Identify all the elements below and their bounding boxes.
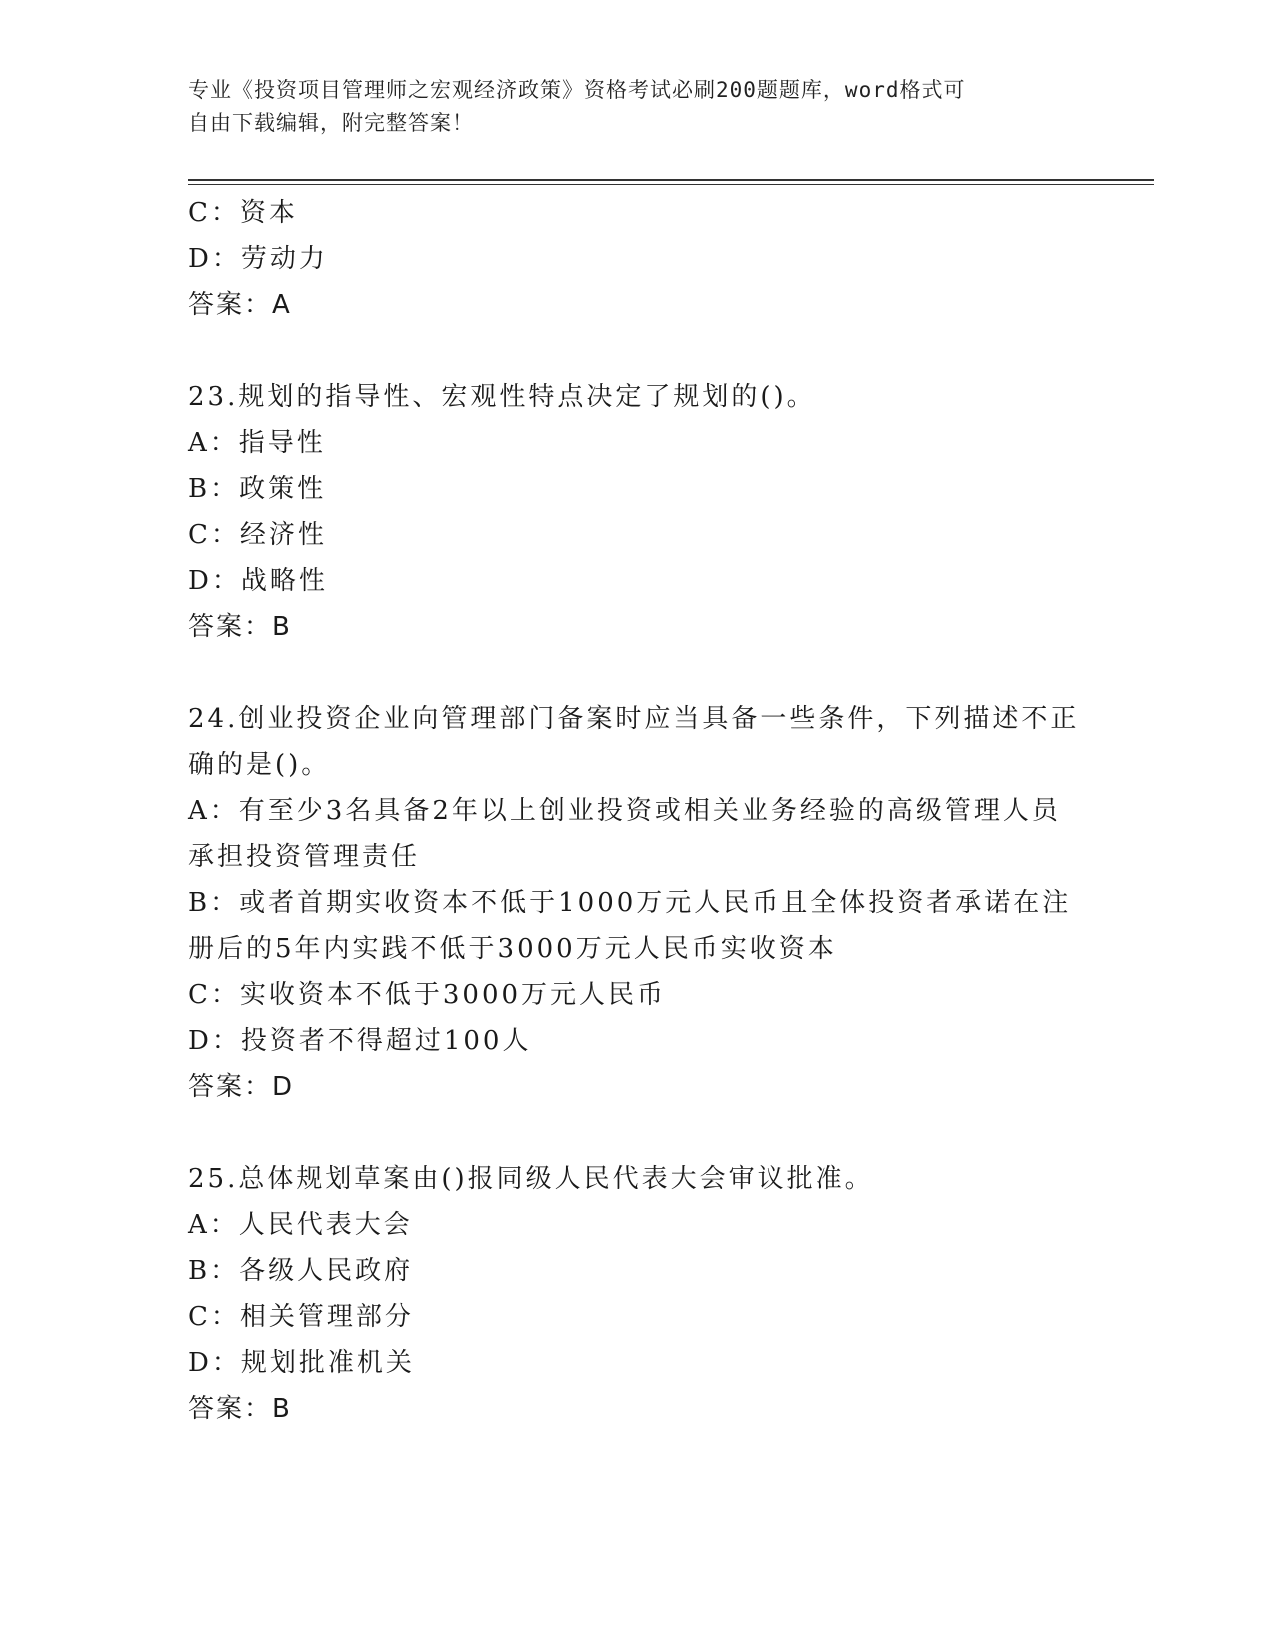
option-d: D：战略性 — [188, 566, 328, 596]
question-block-24 — [188, 696, 1088, 1110]
option-a: A：指导性 — [188, 428, 326, 458]
question-block-25 — [188, 1156, 1088, 1432]
question-stem-line-2: 确的是()。 — [188, 750, 331, 780]
option-a: A：人民代表大会 — [188, 1210, 413, 1240]
option-a-line-1: A：有至少3名具备2年以上创业投资或相关业务经验的高级管理人员 — [188, 796, 1061, 826]
spacer — [188, 1110, 1088, 1156]
answer-line: 答案：B — [188, 612, 292, 642]
question-block-23 — [188, 374, 1088, 650]
option-a-line-2: 承担投资管理责任 — [188, 842, 421, 872]
option-b: B：政策性 — [188, 474, 327, 504]
option-b-line-2: 册后的5年内实践不低于3000万元人民币实收资本 — [188, 934, 837, 964]
answer-line: 答案：B — [188, 1394, 292, 1424]
answer-line: 答案：A — [188, 290, 292, 320]
header-line-1: 专业《投资项目管理师之宏观经济政策》资格考试必刷200题题库，word格式可 — [188, 78, 966, 102]
option-c: C：经济性 — [188, 520, 327, 550]
question-content — [188, 190, 1088, 1432]
spacer — [188, 328, 1088, 374]
option-d: D：规划批准机关 — [188, 1348, 415, 1378]
option-c: C：相关管理部分 — [188, 1302, 414, 1332]
option-d: D：劳动力 — [188, 244, 328, 274]
header-rule-thin — [188, 184, 1154, 185]
question-block-22 — [188, 190, 1088, 328]
spacer — [188, 650, 1088, 696]
option-c: C：实收资本不低于3000万元人民币 — [188, 980, 667, 1010]
question-stem-line-1: 24.创业投资企业向管理部门备案时应当具备一些条件，下列描述不正 — [188, 704, 1080, 734]
document-header — [188, 74, 1068, 140]
option-b: B：各级人民政府 — [188, 1256, 414, 1286]
question-stem: 25.总体规划草案由()报同级人民代表大会审议批准。 — [188, 1164, 874, 1194]
header-line-2: 自由下载编辑，附完整答案！ — [188, 111, 474, 135]
option-c: C：资本 — [188, 198, 298, 228]
header-rule-thick — [188, 179, 1154, 181]
option-b-line-1: B：或者首期实收资本不低于1000万元人民币且全体投资者承诺在注 — [188, 888, 1072, 918]
answer-line: 答案：D — [188, 1072, 295, 1102]
question-stem: 23.规划的指导性、宏观性特点决定了规划的()。 — [188, 382, 816, 412]
option-d: D：投资者不得超过100人 — [188, 1026, 532, 1056]
